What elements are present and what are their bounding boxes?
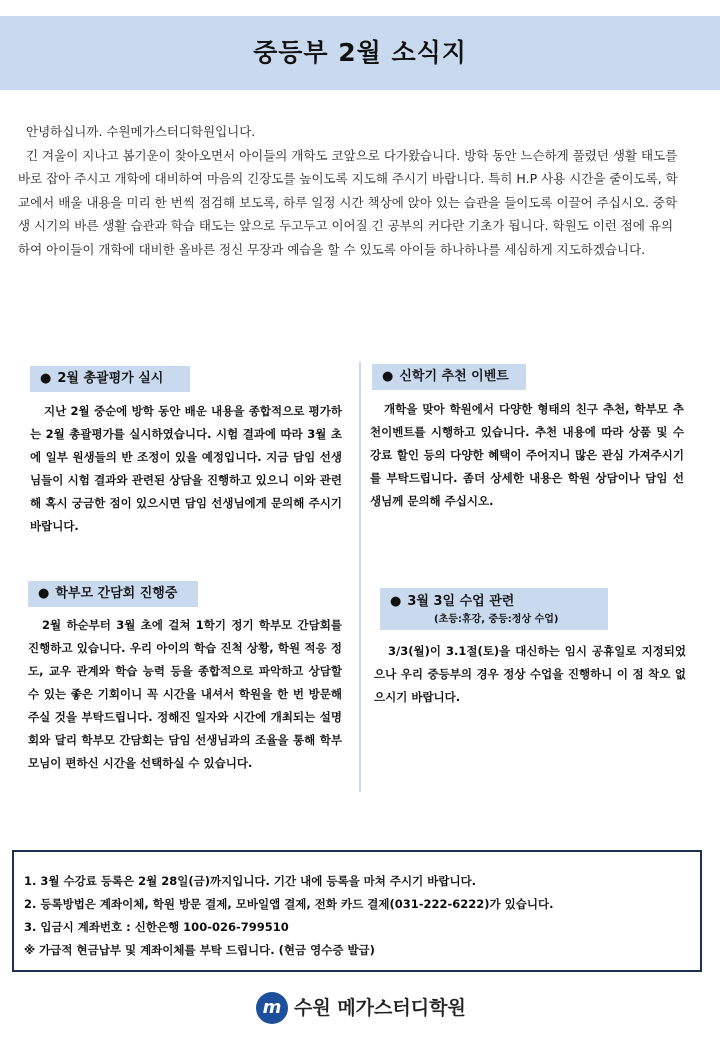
academy-logo (256, 990, 476, 1026)
bullet-icon: ● (382, 369, 394, 384)
intro-letter (18, 120, 682, 261)
intro-greeting: 안녕하십니까. 수원메가스터디학원입니다. (26, 124, 256, 139)
section-class-body (374, 640, 686, 709)
section-meeting-body (28, 614, 342, 775)
header-banner (0, 16, 720, 90)
intro-body: 긴 겨울이 지나고 봄기운이 찾아오면서 아이들의 개학도 코앞으로 다가왔습니다. 방학 동안 느슨하게 풀렸던 생활 태도를 바로 잡아 주시고 개학에 대비하여 마음의 긴장도를 높이도록 지도해 주시기 바랍니다. 특히 H.P 사용 시간을 줄이도록, 학교에서 배울 내용을 미리 한 번씩 점검해 보도록, 하루 일정 시간 책상에 앉아 있는 습관을 들이도록 이끌어 주십시오. 중학생 시기의 바른 생활 습관과 학습 태도는 앞으로 두고두고 이어질 긴 공부의 커다란 기초가 됩니다. 학원도 이런 점에 유의하여 아이들이 개학에 대비한 올바른 정신 무장과 예습을 할 수 있도록 아이들 하나하나를 세심하게 지도하겠습니다. (18, 147, 678, 257)
bullet-icon: ● (38, 586, 50, 601)
section-exam-text: 지난 2월 중순에 방학 동안 배운 내용을 종합적으로 평가하는 2월 총괄평가를 실시하였습니다. 시험 결과에 따라 3월 초에 일부 원생들의 반 조정이 있을 예정입니다. 지금 담임 선생님들이 시험 결과와 관련된 상담을 진행하고 있으니 이와 관련해 혹시 궁금한 점이 있으시면 담임 선생님에게 문의해 주시기 바랍니다. (30, 404, 342, 533)
notice-line-4: ※ 가급적 현금납부 및 계좌이체를 부탁 드립니다. (현금 영수증 발급) (24, 943, 375, 957)
section-meeting-text: 2월 하순부터 3월 초에 걸쳐 1학기 정기 학부모 간담회를 진행하고 있습니다. 우리 아이의 학습 진척 상황, 학원 적응 정도, 교우 관계와 학습 능력 등을 종합적으로 파악하고 상담할 수 있는 좋은 기회이니 꼭 시간을 내셔서 학원을 한 번 방문해 주실 것을 부탁드립니다. 정해진 일자와 시간에 개최되는 설명회와 달리 학부모 간담회는 담임 선생님과의 조율을 통해 학부모님이 편하신 시간을 선택하실 수 있습니다. (28, 618, 342, 770)
page-title: 중등부 2월 소식지 (253, 38, 467, 67)
section-class-title (380, 588, 608, 630)
section-class-title-text: 3월 3일 수업 관련 (407, 594, 515, 609)
section-meeting-title (28, 581, 198, 607)
section-event-title (372, 364, 526, 390)
notice-line-3: 3. 입금시 계좌번호 : 신한은행 100-026-799510 (24, 920, 289, 934)
section-exam-body (30, 400, 342, 538)
section-meeting-title-text: 학부모 간담회 진행중 (55, 586, 178, 601)
notice-line-2: 2. 등록방법은 계좌이체, 학원 방문 결제, 모바일앱 결제, 전화 카드 결제(031-222-6222)가 있습니다. (24, 897, 554, 911)
section-event-text: 개학을 맞아 학원에서 다양한 형태의 친구 추천, 학부모 추천이벤트를 시행하고 있습니다. 추천 내용에 따라 상품 및 수강료 할인 등의 다양한 혜택이 주어지니 많은 관심 가져주시기를 부탁드립니다. 좀더 상세한 내용은 학원 상담이나 담임 선생님께 문의해 주십시오. (370, 402, 684, 508)
section-event-body (370, 398, 684, 513)
column-divider (359, 362, 361, 792)
bullet-icon: ● (40, 371, 52, 386)
bullet-icon: ● (390, 594, 402, 609)
logo-text: 수원 메가스터디학원 (294, 997, 466, 1019)
logo-mark-icon: m (256, 992, 288, 1024)
notice-line-1: 1. 3월 수강료 등록은 2월 28일(금)까지입니다. 기간 내에 등록을 마쳐 주시기 바랍니다. (24, 874, 477, 888)
section-exam-title (30, 366, 190, 392)
section-event-title-text: 신학기 추천 이벤트 (399, 369, 509, 384)
section-exam-title-text: 2월 총괄평가 실시 (57, 371, 164, 386)
section-class-subtitle: (초등:휴강, 중등:정상 수업) (434, 614, 559, 625)
section-class-text: 3/3(월)이 3.1절(토)을 대신하는 임시 공휴일로 지정되었으나 우리 중등부의 경우 정상 수업을 진행하니 이 점 착오 없으시기 바랍니다. (374, 644, 686, 704)
registration-notice-box (12, 850, 702, 972)
